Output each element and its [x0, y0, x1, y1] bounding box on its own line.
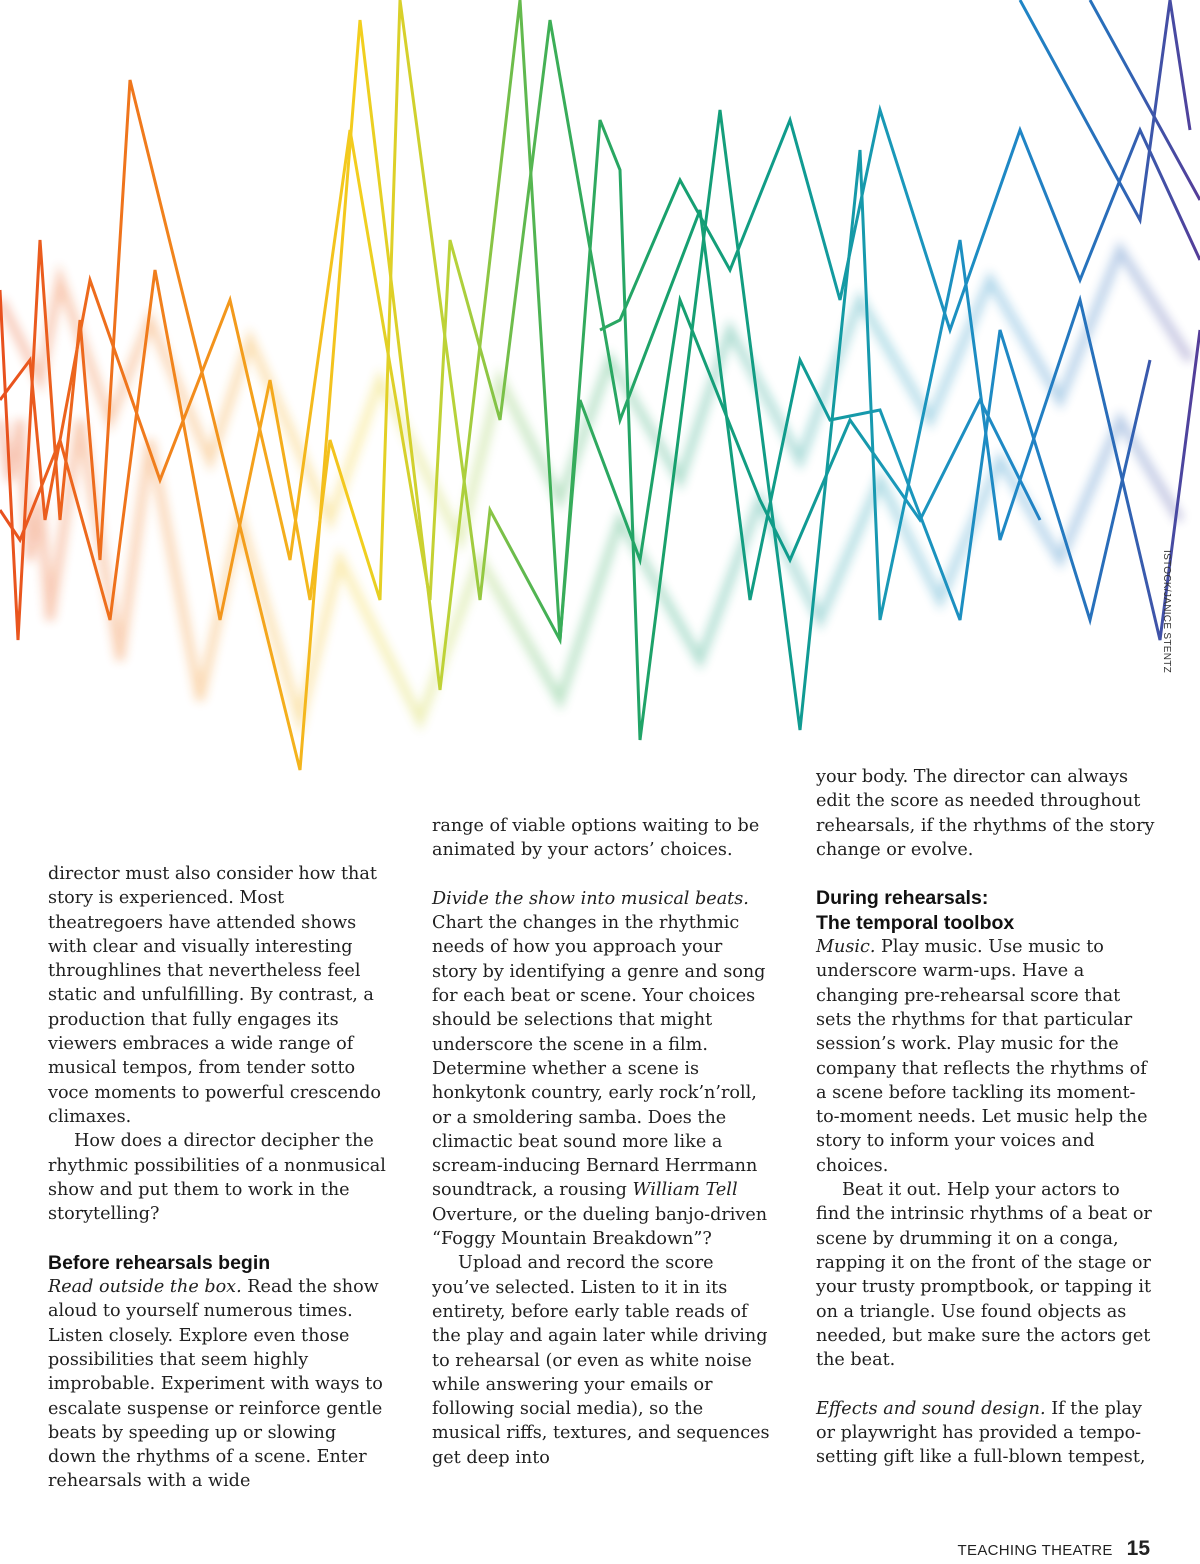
paragraph: Music. Play music. Use music to underscore warm-ups. Have a changing pre-rehearsal score that sets the rhythms for that particular session’s work. Play music for the company that reflects the rhythms of a scene before tackling its moment-to-moment needs. Let music help the story to inform your voices and choices. — [816, 937, 1148, 1176]
paragraph: range of viable options waiting to be animated by your actors’ choices. — [432, 816, 760, 861]
zigzag-blurred-echo — [0, 250, 1190, 720]
photo-credit: ISTOCK/JANICE STENTZ — [1161, 550, 1172, 674]
lead-in: Read outside the box. — [48, 1277, 242, 1298]
paragraph: Effects and sound design. If the play or playwright has provided a tempo-setting gift like a full-blown tempest, — [816, 1398, 1146, 1468]
article-column-2 — [432, 814, 772, 1470]
article-column-1 — [48, 862, 388, 1494]
section-heading: Before rehearsals begin — [48, 1251, 271, 1274]
magazine-name: TEACHING THEATRE — [957, 1542, 1113, 1559]
paragraph: Read outside the box. Read the show aloud to yourself numerous times. Listen closely. Explore even those possibilities that seem highly improbable. Experiment with ways to escalate suspense or reinforce gentle beats by speeding up or slowing down the rhythms of a scene. Enter rehearsals with a wide — [48, 1277, 383, 1492]
lead-in: Music. — [816, 937, 876, 958]
lead-in: Divide the show into musical beats. — [432, 888, 749, 909]
article-column-3 — [816, 765, 1156, 1470]
page-footer — [958, 1537, 1150, 1561]
paragraph: Beat it out. Help your actors to find the intrinsic rhythms of a beat or scene by drumming it on a conga, rapping it on the front of the stage or your trusty promptbook, or tapping it on a triangle. Use found objects as needed, but make sure the actors get the beat. — [816, 1180, 1152, 1371]
lead-in: Effects and sound design. — [816, 1398, 1046, 1419]
section-heading: During rehearsals: The temporal toolbox — [816, 887, 1015, 934]
paragraph: How does a director decipher the rhythmic possibilities of a nonmusical show and put them to work in the storytelling? — [48, 1131, 386, 1225]
paragraph: director must also consider how that story is experienced. Most theatregoers have attended shows with clear and visually interesting throughlines that nevertheless feel static and unfulfilling. By contrast, a production that fully engages its viewers embraces a wide range of musical tempos, from tender sotto voce moments to powerful crescendo climaxes. — [48, 864, 381, 1127]
paragraph: your body. The director can always edit the score as needed throughout rehearsals, if the rhythms of the story change or evolve. — [816, 767, 1155, 860]
page-number: 15 — [1126, 1537, 1150, 1560]
paragraph: Upload and record the score you’ve selected. Listen to it in its entirety, before early table reads of the play and again later while driving to rehearsal (or even as white noise while answering your emails or following social media), so the musical riffs, textures, and sequences get deep into — [432, 1253, 770, 1468]
paragraph: Divide the show into musical beats. Chart the changes in the rhythmic needs of how you approach your story by identifying a genre and song for each beat or scene. Your choices should be selections that might underscore the scene in a film. Determine whether a scene is honkytonk country, early rock’n’roll, or a smoldering samba. Does the climactic beat sound more like a scream-inducing Bernard Herrmann soundtrack, a rousing William Tell Overture, or the dueling banjo-driven “Foggy Mountain Breakdown”? — [432, 888, 768, 1250]
